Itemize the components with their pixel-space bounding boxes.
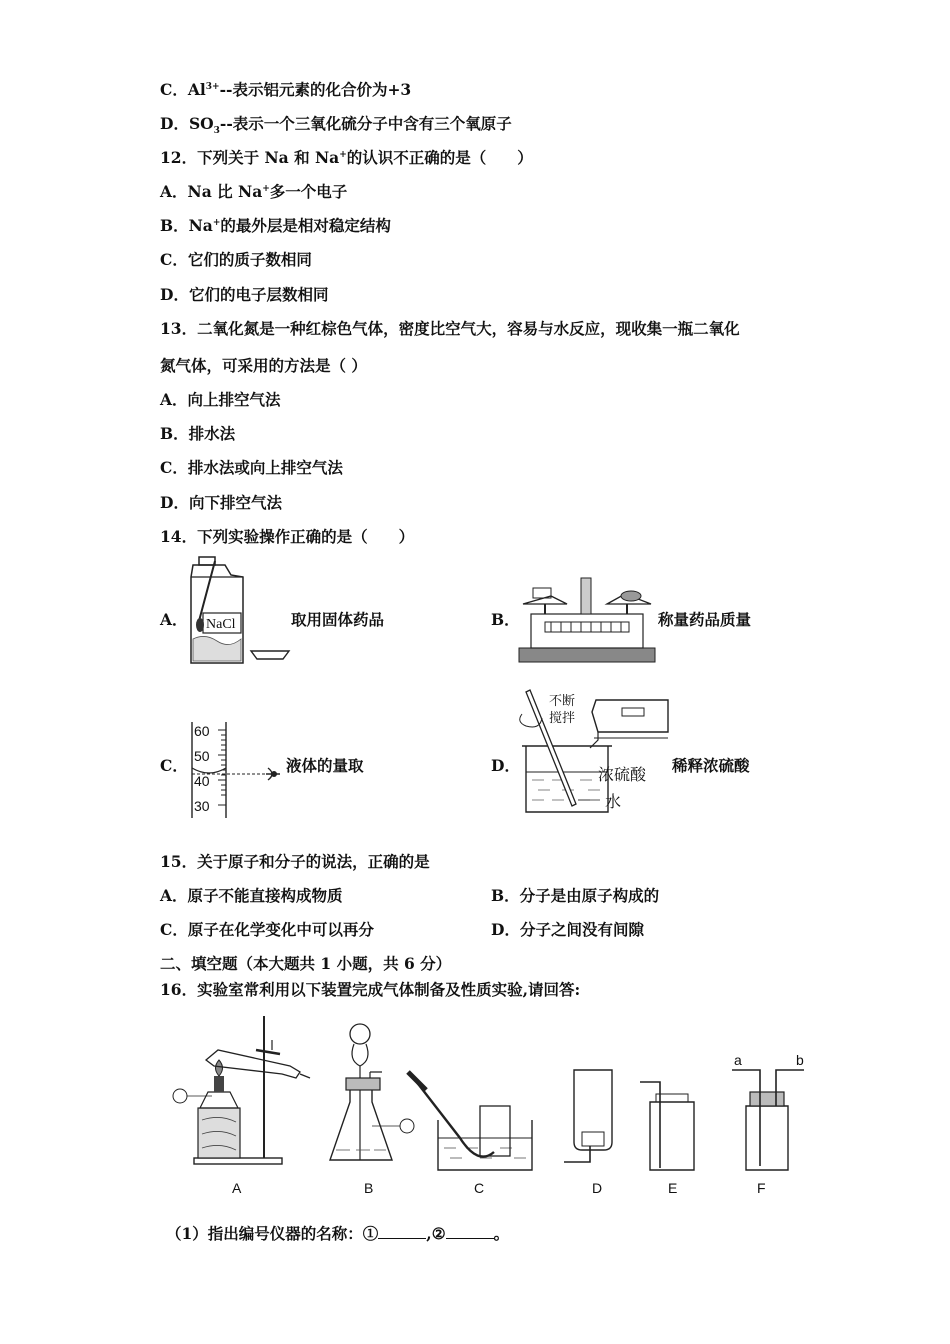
apparatus-label-b: B xyxy=(364,1180,374,1196)
q14-option-d-letter: D． xyxy=(491,756,520,775)
q15-option-c: C．原子在化学变化中可以再分 xyxy=(160,920,374,939)
q11-option-c: C．$Al^{3+}--$表示铝元素的化合价为+3 xyxy=(160,80,412,99)
q14-option-c-text: 液体的量取 xyxy=(286,756,364,775)
q13-option-b: B．排水法 xyxy=(160,424,236,443)
q15-option-d: D．分子之间没有间隙 xyxy=(491,920,644,939)
cylinder-tick-60: 60 xyxy=(194,723,210,739)
cylinder-tick-30: 30 xyxy=(194,798,210,814)
dilution-beaker-figure xyxy=(518,688,678,818)
q14-option-b-text: 称量药品质量 xyxy=(658,610,752,629)
q15-stem: 15．关于原子和分子的说法，正确的是 xyxy=(160,852,430,871)
apparatus-label-f: F xyxy=(757,1180,766,1196)
gas-apparatus-figure xyxy=(160,1010,820,1200)
stir-label-line1: 不断 xyxy=(549,693,576,708)
q12-option-d: D．它们的电子层数相同 xyxy=(160,285,329,304)
q14-option-b-letter: B． xyxy=(491,610,520,629)
acid-label: 浓硫酸 xyxy=(598,767,647,784)
apparatus-label-c: C xyxy=(474,1180,485,1196)
q14-option-a-text: 取用固体药品 xyxy=(291,610,385,629)
q13-option-d: D．向下排空气法 xyxy=(160,493,282,512)
q12-stem: 12．下列关于 Na 和 Na+的认识不正确的是（ ） xyxy=(160,148,533,167)
q11-option-d: D．$SO_3--$表示一个三氧化硫分子中含有三个氧原子 xyxy=(160,114,512,137)
q13-option-c: C．排水法或向上排空气法 xyxy=(160,458,343,477)
cylinder-tick-50: 50 xyxy=(194,748,210,764)
section2-title: 二、填空题（本大题共 1 小题，共 6 分） xyxy=(160,954,452,973)
q15-option-a: A．原子不能直接构成物质 xyxy=(160,886,343,905)
q12-option-a: A．Na 比 Na+多一个电子 xyxy=(160,182,348,201)
cylinder-tick-40: 40 xyxy=(194,773,210,789)
nacl-bottle-label: NaCl xyxy=(206,617,236,632)
q13-stem-line2: 氮气体，可采用的方法是（ ） xyxy=(160,356,367,375)
q12-option-b: B．Na+的最外层是相对稳定结构 xyxy=(160,216,391,235)
q13-stem-line1: 13．二氧化氮是一种红棕色气体，密度比空气大，容易与水反应，现收集一瓶二氧化 xyxy=(160,319,740,338)
q16-subquestion-1: （1）指出编号仪器的名称：① ,② 。 xyxy=(166,1224,510,1243)
q16-stem: 16．实验室常利用以下装置完成气体制备及性质实验,请回答: xyxy=(160,980,581,999)
apparatus-label-e: E xyxy=(668,1180,678,1196)
q13-option-a: A．向上排空气法 xyxy=(160,390,281,409)
port-b-label: b xyxy=(796,1052,804,1068)
answer-blank-2[interactable] xyxy=(446,1224,494,1239)
q14-option-a-letter: A． xyxy=(160,610,188,629)
reagent-bottle-figure xyxy=(185,555,295,667)
q14-option-c-letter: C． xyxy=(160,756,188,775)
apparatus-label-a: A xyxy=(232,1180,242,1196)
apparatus-label-d: D xyxy=(592,1180,603,1196)
q14-stem: 14．下列实验操作正确的是（ ） xyxy=(160,527,415,546)
q15-option-b: B．分子是由原子构成的 xyxy=(491,886,660,905)
q14-option-d-text: 稀释浓硫酸 xyxy=(672,756,750,775)
water-label: 水 xyxy=(605,794,622,811)
stir-label-line2: 搅拌 xyxy=(549,710,576,725)
port-a-label: a xyxy=(734,1052,742,1068)
q12-option-c: C．它们的质子数相同 xyxy=(160,250,312,269)
balance-scale-figure xyxy=(515,574,661,666)
answer-blank-1[interactable] xyxy=(378,1224,426,1239)
